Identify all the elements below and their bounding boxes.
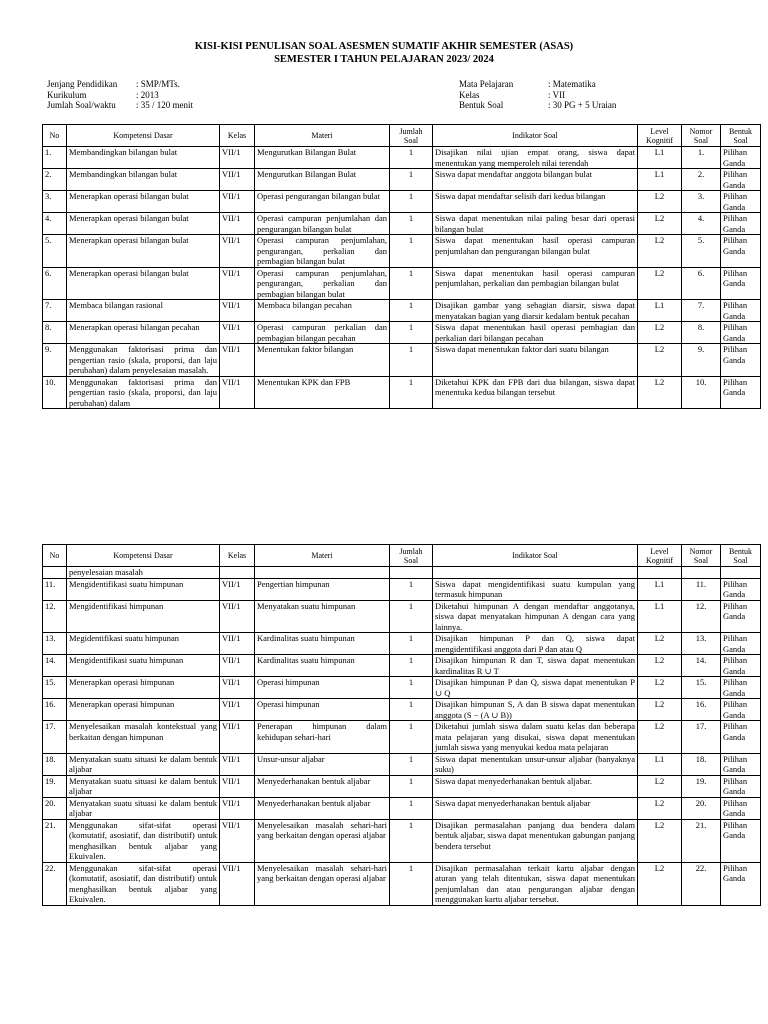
cell-kompetensi-dasar: Menerapkan operasi himpunan bbox=[67, 677, 220, 699]
cell-kelas: VII/1 bbox=[220, 213, 255, 235]
cell-nomor-soal: 12. bbox=[682, 600, 721, 633]
cell-materi: Penerapan himpunan dalam kehidupan sehari-hari bbox=[255, 721, 390, 754]
cell-jumlah-soal: 1 bbox=[390, 213, 433, 235]
cell-level-kognitif: L1 bbox=[638, 300, 682, 322]
cell-no: 12. bbox=[43, 600, 67, 633]
cell-nomor-soal: 8. bbox=[682, 322, 721, 344]
cell-jumlah-soal: 1 bbox=[390, 699, 433, 721]
cell-bentuk-soal: Pilihan Ganda bbox=[721, 862, 761, 905]
cell-level-kognitif: L1 bbox=[638, 147, 682, 169]
cell-no: 22. bbox=[43, 862, 67, 905]
header-indikator-soal: Indikator Soal bbox=[433, 125, 638, 147]
table-row bbox=[43, 699, 761, 721]
table-1-body bbox=[43, 147, 761, 409]
cell-indikator-soal: Siswa dapat menyederhanakan bentuk aljabar bbox=[433, 797, 638, 819]
meta-value: : VII bbox=[548, 89, 566, 100]
cell-no: 17. bbox=[43, 721, 67, 754]
cell-nomor-soal: 7. bbox=[682, 300, 721, 322]
meta-label: Jenjang Pendidikan bbox=[47, 79, 118, 89]
cell-materi: Menyelesaikan masalah sehari-hari yang berkaitan dengan operasi aljabar bbox=[255, 862, 390, 905]
cell-bentuk-soal: Pilihan Ganda bbox=[721, 797, 761, 819]
cell-materi: Operasi campuran penjumlahan, pengurangan, perkalian dan pembagian bilangan bulat bbox=[255, 267, 390, 300]
cell-indikator-soal: Disajikan himpunan P dan Q, siswa dapat mengidentifikasi anggota dari P dan atau Q bbox=[433, 633, 638, 655]
meta-label: Kelas bbox=[459, 89, 480, 100]
cell-bentuk-soal: Pilihan Ganda bbox=[721, 775, 761, 797]
cell-kelas: VII/1 bbox=[220, 344, 255, 377]
cell-bentuk-soal: Pilihan Ganda bbox=[721, 344, 761, 377]
cell-jumlah-soal: 1 bbox=[390, 147, 433, 169]
cell-indikator-soal: Diketahui KPK dan FPB dari dua bilangan, siswa dapat menentuka kedua bilangan tersebut bbox=[433, 376, 638, 409]
table-row bbox=[43, 753, 761, 775]
cell-nomor-soal: 1. bbox=[682, 147, 721, 169]
cell-materi: Menyederhanakan bentuk aljabar bbox=[255, 775, 390, 797]
cell-kompetensi-dasar: Membandingkan bilangan bulat bbox=[67, 147, 220, 169]
cell-bentuk-soal: Pilihan Ganda bbox=[721, 147, 761, 169]
cell-indikator-soal: Disajikan nilai ujian empat orang, siswa dapat menentukan yang memperoleh nilai terendah bbox=[433, 147, 638, 169]
cell-kompetensi-dasar: Megidentifikasi suatu himpunan bbox=[67, 633, 220, 655]
cell-indikator-soal: Disajikan permasalahan terkait kartu aljabar dengan aturan yang telah ditentukan, siswa dapat menentukan penjumlahan dan atau pengurangan aljabar dengan menggunakan kartu aljabar tersebut. bbox=[433, 862, 638, 905]
header-nomor-soal: Nomor Soal bbox=[682, 545, 721, 567]
cell-no: 9. bbox=[43, 344, 67, 377]
table-row bbox=[43, 819, 761, 862]
cell-kompetensi-dasar: Menerapkan operasi bilangan pecahan bbox=[67, 322, 220, 344]
cell-indikator-soal: Siswa dapat menentukan faktor dari suatu bilangan bbox=[433, 344, 638, 377]
cell-bentuk-soal: Pilihan Ganda bbox=[721, 169, 761, 191]
cell-bentuk-soal: Pilihan Ganda bbox=[721, 753, 761, 775]
cell-kompetensi-dasar: Menyatakan suatu situasi ke dalam bentuk aljabar bbox=[67, 775, 220, 797]
cell-bentuk-soal: Pilihan Ganda bbox=[721, 699, 761, 721]
cell-indikator-soal: Diketahui jumlah siswa dalam suatu kelas dan beberapa mata pelajaran yang disukai, siswa dapat menentukan jumlah siswa yang menyukai kedua mata pelajaran bbox=[433, 721, 638, 754]
cell-kelas: VII/1 bbox=[220, 300, 255, 322]
cell-nomor-soal: 15. bbox=[682, 677, 721, 699]
cell-level-kognitif: L2 bbox=[638, 376, 682, 409]
cell-jumlah-soal: 1 bbox=[390, 169, 433, 191]
cell-jumlah-soal: 1 bbox=[390, 721, 433, 754]
meta-value: : 30 PG + 5 Uraian bbox=[548, 100, 617, 110]
table-row bbox=[43, 169, 761, 191]
table-header-row bbox=[43, 545, 761, 567]
cell-level-kognitif: L2 bbox=[638, 191, 682, 213]
table-row bbox=[43, 600, 761, 633]
meta-row bbox=[47, 79, 193, 90]
cell-no: 2. bbox=[43, 169, 67, 191]
cell-kompetensi-dasar: Menerapkan operasi himpunan bbox=[67, 699, 220, 721]
cell-level-kognitif: L2 bbox=[638, 322, 682, 344]
meta-label: Kurikulum bbox=[47, 89, 87, 100]
cell-materi: Menyederhanakan bentuk aljabar bbox=[255, 797, 390, 819]
header-kelas: Kelas bbox=[220, 125, 255, 147]
cell-materi: Operasi campuran penjumlahan, pengurangan, perkalian dan pembagian bilangan bulat bbox=[255, 235, 390, 268]
cell-kompetensi-dasar: penyelesaian masalah bbox=[67, 567, 220, 579]
cell-kompetensi-dasar: Menggunakan faktorisasi prima dan pengertian rasio (skala, proporsi, dan laju perubahan) dalam bbox=[67, 376, 220, 409]
cell-nomor-soal: 13. bbox=[682, 633, 721, 655]
cell-kelas: VII/1 bbox=[220, 600, 255, 633]
cell-materi: Membaca bilangan pecahan bbox=[255, 300, 390, 322]
cell-level-kognitif: L2 bbox=[638, 797, 682, 819]
cell-no: 13. bbox=[43, 633, 67, 655]
cell-no: 5. bbox=[43, 235, 67, 268]
cell-nomor-soal: 3. bbox=[682, 191, 721, 213]
cell-level-kognitif: L1 bbox=[638, 753, 682, 775]
table-row bbox=[43, 344, 761, 377]
cell-no: 20. bbox=[43, 797, 67, 819]
header-materi: Materi bbox=[255, 125, 390, 147]
cell-jumlah-soal: 1 bbox=[390, 633, 433, 655]
cell-indikator-soal: Siswa dapat menentukan hasil operasi campuran penjumlahan dan pengurangan bilangan bulat bbox=[433, 235, 638, 268]
cell-level-kognitif: L2 bbox=[638, 213, 682, 235]
cell-kompetensi-dasar: Membaca bilangan rasional bbox=[67, 300, 220, 322]
meta-row bbox=[459, 90, 616, 101]
cell-kelas: VII/1 bbox=[220, 578, 255, 600]
cell-jumlah-soal: 1 bbox=[390, 797, 433, 819]
table-row bbox=[43, 300, 761, 322]
cell-bentuk-soal bbox=[721, 567, 761, 579]
header-nomor-soal: Nomor Soal bbox=[682, 125, 721, 147]
cell-nomor-soal: 22. bbox=[682, 862, 721, 905]
cell-kompetensi-dasar: Menggunakan faktorisasi prima dan pengertian rasio (skala, proporsi, dan laju perubahan) dalam penyelesaian masalah. bbox=[67, 344, 220, 377]
cell-materi: Operasi himpunan bbox=[255, 699, 390, 721]
cell-nomor-soal: 17. bbox=[682, 721, 721, 754]
header-kompetensi-dasar: Kompetensi Dasar bbox=[67, 545, 220, 567]
cell-indikator-soal: Disajikan himpunan R dan T, siswa dapat menentukan kardinalitas R ∪ T bbox=[433, 655, 638, 677]
cell-materi: Unsur-unsur aljabar bbox=[255, 753, 390, 775]
header-level-kognitif: Level Kognitif bbox=[638, 545, 682, 567]
table-row bbox=[43, 578, 761, 600]
cell-bentuk-soal: Pilihan Ganda bbox=[721, 819, 761, 862]
title-line-2: SEMESTER I TAHUN PELAJARAN 2023/ 2024 bbox=[274, 54, 494, 65]
cell-kelas: VII/1 bbox=[220, 147, 255, 169]
cell-jumlah-soal: 1 bbox=[390, 322, 433, 344]
header-bentuk-soal: Bentuk Soal bbox=[721, 125, 761, 147]
table-header-row bbox=[43, 125, 761, 147]
header-bentuk-soal: Bentuk Soal bbox=[721, 545, 761, 567]
cell-kompetensi-dasar: Menggunakan sifat-sifat operasi (komutatif, asosiatif, dan distributif) untuk menghasilkan bentuk aljabar yang Ekuivalen. bbox=[67, 862, 220, 905]
cell-no bbox=[43, 567, 67, 579]
cell-jumlah-soal: 1 bbox=[390, 235, 433, 268]
cell-kelas: VII/1 bbox=[220, 322, 255, 344]
cell-bentuk-soal: Pilihan Ganda bbox=[721, 677, 761, 699]
continuation-row bbox=[43, 567, 761, 579]
cell-kelas: VII/1 bbox=[220, 267, 255, 300]
cell-nomor-soal: 10. bbox=[682, 376, 721, 409]
cell-bentuk-soal: Pilihan Ganda bbox=[721, 376, 761, 409]
cell-kelas: VII/1 bbox=[220, 721, 255, 754]
document-title bbox=[0, 40, 768, 66]
cell-kompetensi-dasar: Menerapkan operasi bilangan bulat bbox=[67, 191, 220, 213]
cell-level-kognitif: L2 bbox=[638, 235, 682, 268]
meta-value: : SMP/MTs. bbox=[136, 79, 180, 89]
cell-kelas: VII/1 bbox=[220, 235, 255, 268]
header-indikator-soal: Indikator Soal bbox=[433, 545, 638, 567]
cell-nomor-soal: 11. bbox=[682, 578, 721, 600]
cell-nomor-soal: 21. bbox=[682, 819, 721, 862]
table-row bbox=[43, 235, 761, 268]
cell-kompetensi-dasar: Menyelesaikan masalah kontekstual yang berkaitan dengan himpunan bbox=[67, 721, 220, 754]
table-row bbox=[43, 862, 761, 905]
cell-no: 4. bbox=[43, 213, 67, 235]
cell-kompetensi-dasar: Mengidentifikasi suatu himpunan bbox=[67, 578, 220, 600]
cell-materi: Mengurutkan Bilangan Bulat bbox=[255, 147, 390, 169]
meta-right bbox=[459, 79, 616, 111]
cell-nomor-soal: 9. bbox=[682, 344, 721, 377]
meta-value: : 35 / 120 menit bbox=[136, 100, 193, 110]
cell-jumlah-soal: 1 bbox=[390, 600, 433, 633]
meta-value: : Matematika bbox=[548, 79, 596, 89]
table-row bbox=[43, 677, 761, 699]
meta-label: Bentuk Soal bbox=[459, 100, 504, 110]
cell-jumlah-soal: 1 bbox=[390, 677, 433, 699]
cell-indikator-soal: Disajikan gambar yang sebagian diarsir, siswa dapat menyatakan bagian yang diarsir kedalam bentuk pecahan bbox=[433, 300, 638, 322]
cell-kompetensi-dasar: Menyatakan suatu situasi ke dalam bentuk aljabar bbox=[67, 753, 220, 775]
cell-jumlah-soal: 1 bbox=[390, 862, 433, 905]
table-row bbox=[43, 191, 761, 213]
cell-nomor-soal: 18. bbox=[682, 753, 721, 775]
meta-row bbox=[459, 100, 616, 111]
cell-no: 11. bbox=[43, 578, 67, 600]
cell-materi: Operasi himpunan bbox=[255, 677, 390, 699]
cell-level-kognitif: L1 bbox=[638, 578, 682, 600]
cell-indikator-soal: Siswa dapat menyederhanakan bentuk aljabar. bbox=[433, 775, 638, 797]
header-jumlah-soal: Jumlah Soal bbox=[390, 125, 433, 147]
cell-no: 10. bbox=[43, 376, 67, 409]
cell-kompetensi-dasar: Mengidentifikasi suatu himpunan bbox=[67, 655, 220, 677]
meta-left bbox=[47, 79, 193, 111]
cell-level-kognitif: L2 bbox=[638, 633, 682, 655]
cell-materi: Pengertian himpunan bbox=[255, 578, 390, 600]
cell-indikator-soal: Disajikan permasalahan panjang dua bendera dalam bentuk aljabar, siswa dapat menentukan gabungan panjang bendera tersebut bbox=[433, 819, 638, 862]
cell-no: 14. bbox=[43, 655, 67, 677]
cell-bentuk-soal: Pilihan Ganda bbox=[721, 213, 761, 235]
cell-materi: Kardinalitas suatu himpunan bbox=[255, 655, 390, 677]
cell-level-kognitif: L1 bbox=[638, 600, 682, 633]
cell-level-kognitif: L1 bbox=[638, 169, 682, 191]
cell-bentuk-soal: Pilihan Ganda bbox=[721, 655, 761, 677]
table-row bbox=[43, 655, 761, 677]
cell-indikator-soal: Siswa dapat menentukan nilai paling besar dari operasi bilangan bulat bbox=[433, 213, 638, 235]
cell-kompetensi-dasar: Menggunakan sifat-sifat operasi (komutatif, asosiatif, dan distributif) untuk menghasilkan bentuk aljabar yang Ekuivalen. bbox=[67, 819, 220, 862]
cell-kelas: VII/1 bbox=[220, 797, 255, 819]
cell-no: 15. bbox=[43, 677, 67, 699]
cell-bentuk-soal: Pilihan Ganda bbox=[721, 300, 761, 322]
cell-level-kognitif: L2 bbox=[638, 721, 682, 754]
cell-kelas: VII/1 bbox=[220, 655, 255, 677]
cell-no: 21. bbox=[43, 819, 67, 862]
table-row bbox=[43, 376, 761, 409]
cell-kompetensi-dasar: Mengidentifikasi himpunan bbox=[67, 600, 220, 633]
cell-bentuk-soal: Pilihan Ganda bbox=[721, 633, 761, 655]
cell-jumlah-soal bbox=[390, 567, 433, 579]
meta-row bbox=[459, 79, 616, 90]
table-row bbox=[43, 267, 761, 300]
header-kompetensi-dasar: Kompetensi Dasar bbox=[67, 125, 220, 147]
cell-jumlah-soal: 1 bbox=[390, 344, 433, 377]
cell-kompetensi-dasar: Menerapkan operasi bilangan bulat bbox=[67, 267, 220, 300]
cell-jumlah-soal: 1 bbox=[390, 819, 433, 862]
cell-level-kognitif: L2 bbox=[638, 655, 682, 677]
cell-jumlah-soal: 1 bbox=[390, 191, 433, 213]
cell-nomor-soal: 2. bbox=[682, 169, 721, 191]
table-row bbox=[43, 775, 761, 797]
cell-bentuk-soal: Pilihan Ganda bbox=[721, 600, 761, 633]
kisi-table-2 bbox=[42, 544, 761, 906]
cell-indikator-soal: Diketahui himpunan A dengan mendaftar anggotanya, siswa dapat menyatakan himpunan A dengan cara yang lainnya. bbox=[433, 600, 638, 633]
cell-level-kognitif: L2 bbox=[638, 344, 682, 377]
cell-no: 3. bbox=[43, 191, 67, 213]
cell-kelas: VII/1 bbox=[220, 862, 255, 905]
meta-label: Jumlah Soal/waktu bbox=[47, 100, 116, 110]
cell-kelas: VII/1 bbox=[220, 753, 255, 775]
cell-indikator-soal: Siswa dapat mendaftar selisih dari kedua bilangan bbox=[433, 191, 638, 213]
cell-kelas: VII/1 bbox=[220, 699, 255, 721]
meta-row bbox=[47, 100, 193, 111]
header-level-kognitif: Level Kognitif bbox=[638, 125, 682, 147]
cell-indikator-soal: Disajikan himpunan S, A dan B siswa dapat menentukan anggota (S − (A ∪ B)) bbox=[433, 699, 638, 721]
cell-bentuk-soal: Pilihan Ganda bbox=[721, 191, 761, 213]
cell-indikator-soal: Siswa dapat menentukan hasil operasi pembagian dan perkalian dari bilangan pecahan bbox=[433, 322, 638, 344]
cell-bentuk-soal: Pilihan Ganda bbox=[721, 267, 761, 300]
cell-nomor-soal: 6. bbox=[682, 267, 721, 300]
cell-jumlah-soal: 1 bbox=[390, 267, 433, 300]
kisi-table-1 bbox=[42, 124, 761, 409]
cell-nomor-soal: 19. bbox=[682, 775, 721, 797]
cell-kompetensi-dasar: Membandingkan bilangan bulat bbox=[67, 169, 220, 191]
cell-kompetensi-dasar: Menerapkan operasi bilangan bulat bbox=[67, 235, 220, 268]
cell-jumlah-soal: 1 bbox=[390, 753, 433, 775]
cell-materi: Operasi campuran perkalian dan pembagian bilangan pecahan bbox=[255, 322, 390, 344]
header-no: No bbox=[43, 545, 67, 567]
cell-materi: Menentukan KPK dan FPB bbox=[255, 376, 390, 409]
meta-label: Mata Pelajaran bbox=[459, 79, 514, 89]
table-row bbox=[43, 633, 761, 655]
cell-kelas: VII/1 bbox=[220, 376, 255, 409]
cell-nomor-soal: 16. bbox=[682, 699, 721, 721]
cell-materi: Menyatakan suatu himpunan bbox=[255, 600, 390, 633]
cell-no: 18. bbox=[43, 753, 67, 775]
cell-no: 8. bbox=[43, 322, 67, 344]
header-jumlah-soal: Jumlah Soal bbox=[390, 545, 433, 567]
cell-bentuk-soal: Pilihan Ganda bbox=[721, 322, 761, 344]
cell-materi: Menentukan faktor bilangan bbox=[255, 344, 390, 377]
cell-materi: Kardinalitas suatu himpunan bbox=[255, 633, 390, 655]
cell-indikator-soal bbox=[433, 567, 638, 579]
cell-level-kognitif: L2 bbox=[638, 677, 682, 699]
cell-indikator-soal: Disajikan himpunan P dan Q, siswa dapat menentukan P ∪ Q bbox=[433, 677, 638, 699]
cell-indikator-soal: Siswa dapat mendaftar anggota bilangan bulat bbox=[433, 169, 638, 191]
cell-level-kognitif: L2 bbox=[638, 267, 682, 300]
header-no: No bbox=[43, 125, 67, 147]
cell-bentuk-soal: Pilihan Ganda bbox=[721, 235, 761, 268]
cell-level-kognitif bbox=[638, 567, 682, 579]
cell-no: 7. bbox=[43, 300, 67, 322]
cell-jumlah-soal: 1 bbox=[390, 578, 433, 600]
meta-row bbox=[47, 90, 193, 101]
cell-nomor-soal: 4. bbox=[682, 213, 721, 235]
cell-jumlah-soal: 1 bbox=[390, 655, 433, 677]
cell-kelas: VII/1 bbox=[220, 677, 255, 699]
cell-level-kognitif: L2 bbox=[638, 775, 682, 797]
cell-indikator-soal: Siswa dapat mengidentifikasi suatu kumpulan yang termasuk himpunan bbox=[433, 578, 638, 600]
cell-kelas: VII/1 bbox=[220, 775, 255, 797]
cell-materi: Menyelesaikan masalah sehari-hari yang berkaitan dengan operasi aljabar bbox=[255, 819, 390, 862]
cell-level-kognitif: L2 bbox=[638, 819, 682, 862]
cell-kelas: VII/1 bbox=[220, 191, 255, 213]
table-row bbox=[43, 721, 761, 754]
cell-jumlah-soal: 1 bbox=[390, 775, 433, 797]
cell-kelas: VII/1 bbox=[220, 819, 255, 862]
cell-kompetensi-dasar: Menerapkan operasi bilangan bulat bbox=[67, 213, 220, 235]
cell-jumlah-soal: 1 bbox=[390, 376, 433, 409]
cell-nomor-soal bbox=[682, 567, 721, 579]
header-kelas: Kelas bbox=[220, 545, 255, 567]
cell-bentuk-soal: Pilihan Ganda bbox=[721, 578, 761, 600]
cell-no: 6. bbox=[43, 267, 67, 300]
cell-indikator-soal: Siswa dapat menentukan hasil operasi campuran penjumlahan, perkalian dan pembagian bilangan bulat bbox=[433, 267, 638, 300]
cell-no: 19. bbox=[43, 775, 67, 797]
cell-level-kognitif: L2 bbox=[638, 862, 682, 905]
cell-level-kognitif: L2 bbox=[638, 699, 682, 721]
header-materi: Materi bbox=[255, 545, 390, 567]
cell-materi bbox=[255, 567, 390, 579]
cell-nomor-soal: 5. bbox=[682, 235, 721, 268]
table-2-body bbox=[43, 567, 761, 906]
cell-nomor-soal: 14. bbox=[682, 655, 721, 677]
cell-no: 16. bbox=[43, 699, 67, 721]
meta-value: : 2013 bbox=[136, 89, 159, 100]
cell-no: 1. bbox=[43, 147, 67, 169]
cell-nomor-soal: 20. bbox=[682, 797, 721, 819]
cell-kelas: VII/1 bbox=[220, 633, 255, 655]
cell-materi: Mengurutkan Bilangan Bulat bbox=[255, 169, 390, 191]
cell-bentuk-soal: Pilihan Ganda bbox=[721, 721, 761, 754]
title-line-1: KISI-KISI PENULISAN SOAL ASESMEN SUMATIF AKHIR SEMESTER (ASAS) bbox=[194, 41, 574, 52]
cell-kompetensi-dasar: Menyatakan suatu situasi ke dalam bentuk aljabar bbox=[67, 797, 220, 819]
cell-kelas bbox=[220, 567, 255, 579]
cell-materi: Operasi campuran penjumlahan dan pengurangan bilangan bulat bbox=[255, 213, 390, 235]
cell-kelas: VII/1 bbox=[220, 169, 255, 191]
table-row bbox=[43, 797, 761, 819]
table-row bbox=[43, 147, 761, 169]
cell-jumlah-soal: 1 bbox=[390, 300, 433, 322]
table-row bbox=[43, 322, 761, 344]
cell-materi: Operasi pengurangan bilangan bulat bbox=[255, 191, 390, 213]
cell-indikator-soal: Siswa dapat menentukan unsur-unsur aljabar (banyaknya suku) bbox=[433, 753, 638, 775]
table-row bbox=[43, 213, 761, 235]
